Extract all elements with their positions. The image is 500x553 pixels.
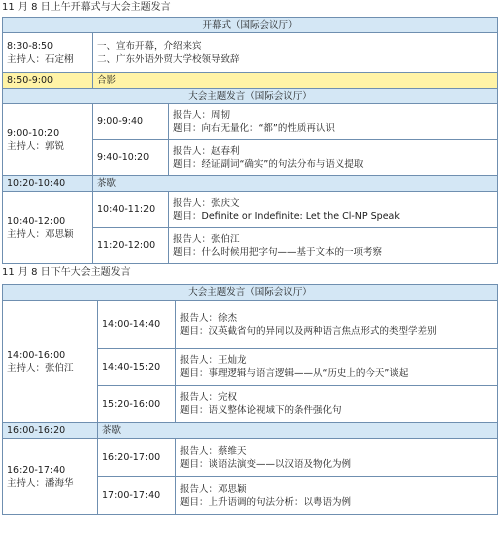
talk-topic: 题目：Definite or Indefinite: Let the Cl-NP Speak [173,210,400,222]
talk-info [176,439,498,477]
break-time: 10:20-10:40 [3,176,93,192]
opening-time-cell [3,33,93,73]
talk-time: 9:00-9:40 [93,104,169,140]
keynote-band-row [3,285,498,301]
opening-band: 开幕式（国际会议厅） [3,18,498,33]
talk-row [3,192,498,228]
talk-info [169,140,498,176]
session-host: 主持人：张伯江 [7,362,74,374]
talk-reporter: 报告人：邓思颖 [180,483,247,495]
talk-topic: 题目：事理逻辑与语言逻辑——从“历史上的今天”谈起 [180,368,409,379]
talk-reporter: 报告人：蔡维天 [180,445,247,457]
session-time: 10:40-12:00 [7,215,66,227]
keynote-band-row [3,89,498,104]
morning-schedule-table [2,17,498,264]
talk-info [176,477,498,515]
opening-time: 8:30-8:50 [7,40,54,52]
talk-topic: 题目：谈语法演变——以汉语及物化为例 [180,458,352,470]
talk-reporter: 报告人：徐杰 [180,312,238,324]
talk-info [169,228,498,264]
talk-info [176,386,498,423]
break-row [3,423,498,439]
session-time-cell [3,439,98,515]
talk-topic: 题目：语义整体论视域下的条件强化句 [180,405,342,416]
session-host: 主持人：潘海华 [7,477,74,489]
talk-topic: 题目：向右无量化：“都”的性质再认识 [173,122,335,134]
talk-time: 16:20-17:00 [98,439,176,477]
photo-time: 8:50-9:00 [3,73,93,89]
talk-time: 17:00-17:40 [98,477,176,515]
photo-label: 合影 [93,73,498,89]
break-time: 16:00-16:20 [3,423,98,439]
opening-items-cell [93,33,498,73]
afternoon-schedule-table [2,284,498,515]
talk-reporter: 报告人：赵春利 [173,145,240,157]
break-row [3,176,498,192]
break-label: 茶歇 [98,423,498,439]
talk-time: 15:20-16:00 [98,386,176,423]
talk-reporter: 报告人：王灿龙 [180,355,247,366]
session-time-cell [3,104,93,176]
talk-row [3,439,498,477]
session-host: 主持人：郭锐 [7,140,65,152]
session-time-cell [3,192,93,264]
talk-info [169,104,498,140]
keynote-band: 大会主题发言（国际会议厅） [3,89,498,104]
talk-info [176,349,498,386]
talk-info [176,301,498,349]
opening-item: 一、宣布开幕，介绍来宾 [97,40,202,52]
session-time-cell [3,301,98,423]
talk-row [3,301,498,349]
morning-heading: 11 月 8 日上午开幕式与大会主题发言 [2,2,171,13]
talk-time: 10:40-11:20 [93,192,169,228]
talk-reporter: 报告人：完权 [180,392,238,403]
talk-info [169,192,498,228]
talk-time: 9:40-10:20 [93,140,169,176]
break-label: 茶歇 [93,176,498,192]
talk-topic: 题目：汉英截省句的异同以及两种语言焦点形式的类型学差别 [180,325,437,337]
talk-time: 14:40-15:20 [98,349,176,386]
afternoon-heading: 11 月 8 日下午大会主题发言 [2,267,131,278]
session-host: 主持人：邓思颖 [7,228,74,240]
talk-topic: 题目：上升语调的句法分析：以粤语为例 [180,496,352,508]
opening-item: 二、广东外语外贸大学校领导致辞 [97,53,240,65]
talk-reporter: 报告人：张庆文 [173,197,240,209]
talk-topic: 题目：什么时候用把字句——基于文本的一项考察 [173,246,383,258]
session-time: 9:00-10:20 [7,127,60,139]
session-time: 14:00-16:00 [7,349,66,361]
photo-row [3,73,498,89]
talk-reporter: 报告人：张伯江 [173,233,240,245]
talk-reporter: 报告人：周韧 [173,109,231,121]
keynote-band: 大会主题发言（国际会议厅） [3,285,498,301]
talk-row [3,104,498,140]
opening-row [3,33,498,73]
talk-time: 14:00-14:40 [98,301,176,349]
talk-time: 11:20-12:00 [93,228,169,264]
talk-topic: 题目：经证副词“确实”的句法分布与语义提取 [173,158,364,170]
session-time: 16:20-17:40 [7,464,66,476]
opening-host: 主持人：石定栩 [7,53,74,65]
opening-band-row [3,18,498,33]
